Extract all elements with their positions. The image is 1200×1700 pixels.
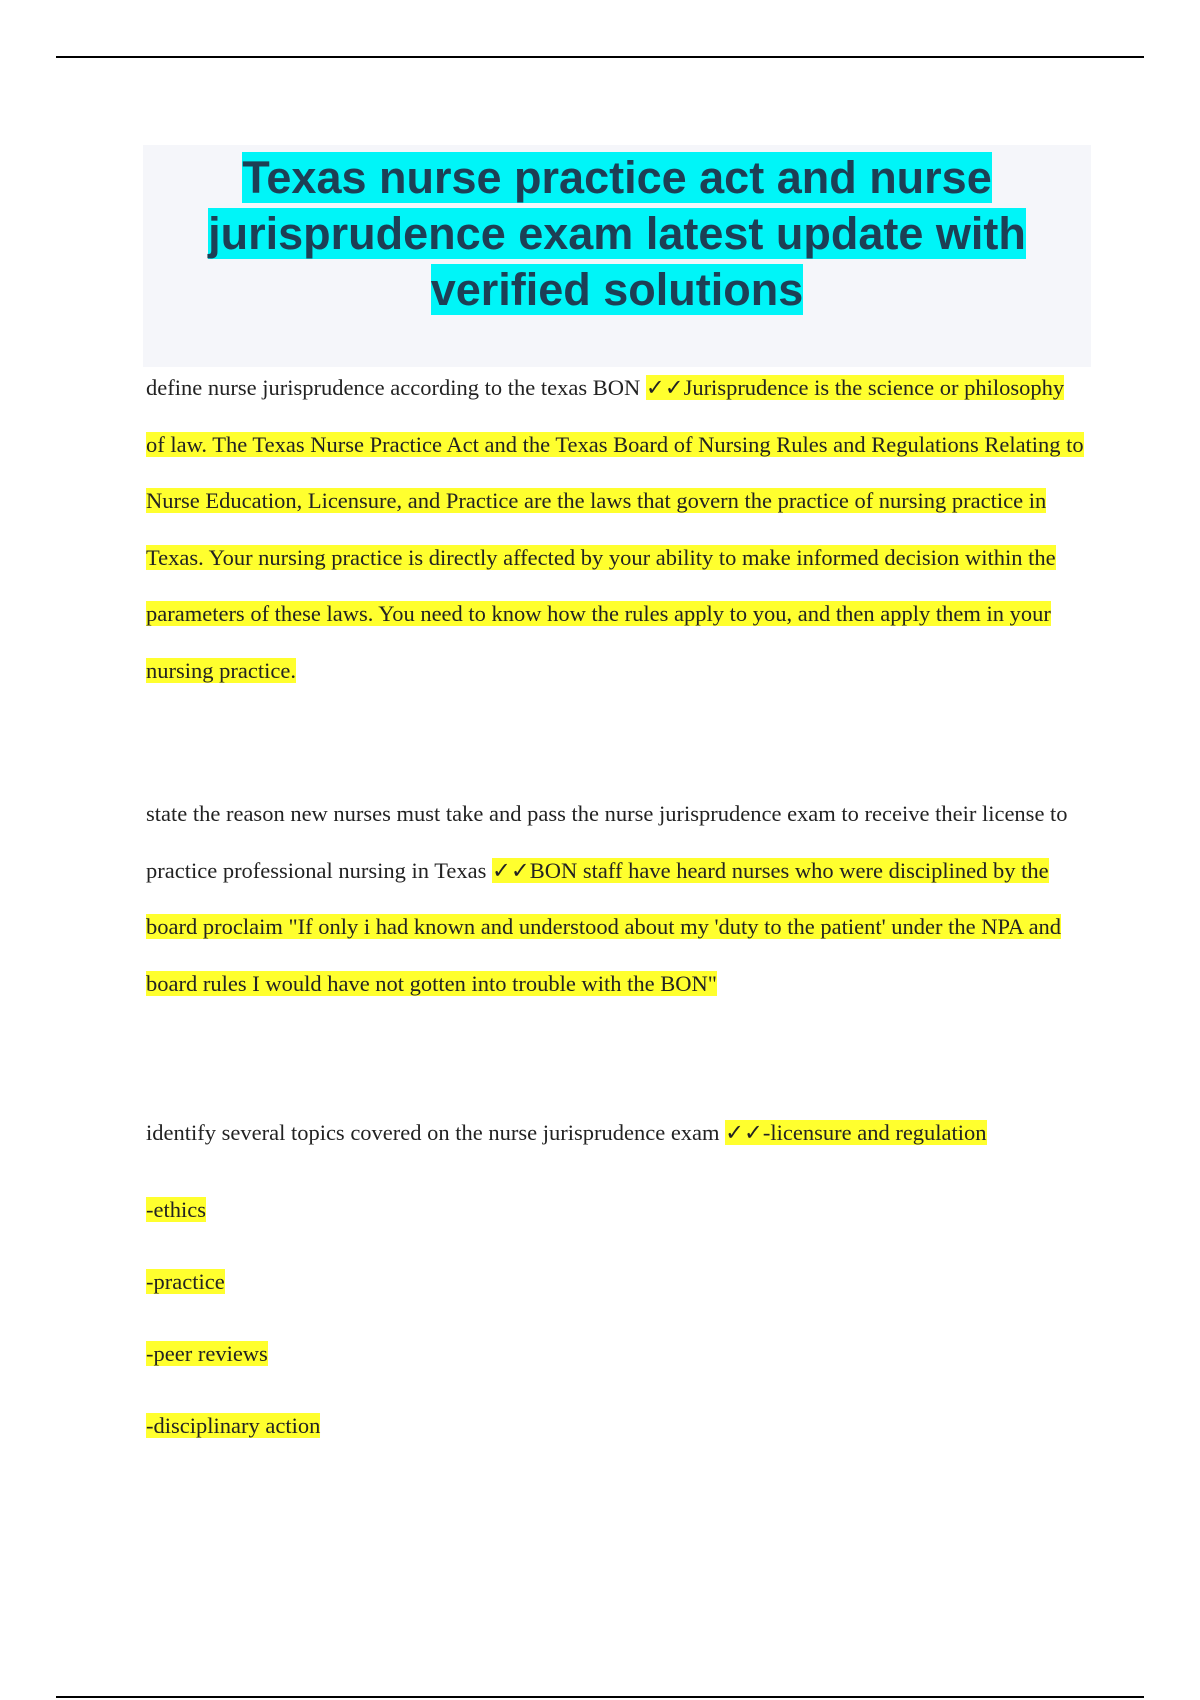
question-text: state the reason new nurses must take and pass the nurse jurisprudence exam to receive their license to practice professional nursing in Texas bbox=[146, 801, 1068, 883]
answer-text: Jurisprudence is the science or philosophy of law. The Texas Nurse Practice Act and the Texas Board of Nursing Rules and Regulations Relating to Nurse Education, Licensure, and Practice are the laws that govern the practice of nursing practice in Texas. Your nursing practice is directly affected by your ability to make informed decision within the parameters of these laws. You need to know how the rules apply to you, and then apply them in your nursing practice. bbox=[146, 375, 1084, 683]
qa-paragraph bbox=[146, 786, 1086, 1012]
document-title bbox=[143, 145, 1091, 318]
qa-item-1 bbox=[146, 360, 1086, 699]
list-item bbox=[146, 1258, 1086, 1305]
answer-text: BON staff have heard nurses who were disciplined by the board proclaim "If only i had known and understood about my 'duty to the patient' under the NPA and board rules I would have not gotten into trouble with the BON" bbox=[146, 857, 1062, 996]
topic-text: -peer reviews bbox=[146, 1340, 268, 1366]
topic-list bbox=[146, 1186, 1086, 1449]
document-body bbox=[146, 360, 1086, 1449]
top-divider bbox=[56, 56, 1144, 58]
qa-item-3 bbox=[146, 1105, 1086, 1449]
qa-paragraph bbox=[146, 1105, 1086, 1162]
title-block bbox=[143, 145, 1091, 367]
topic-text: -ethics bbox=[146, 1196, 206, 1222]
list-item bbox=[146, 1186, 1086, 1233]
question-text: define nurse jurisprudence according to the texas BON bbox=[146, 375, 641, 400]
question-text: identify several topics covered on the nurse jurisprudence exam bbox=[146, 1120, 720, 1145]
answer-text: -licensure and regulation bbox=[762, 1120, 987, 1145]
qa-item-2 bbox=[146, 786, 1086, 1012]
topic-text: -disciplinary action bbox=[146, 1412, 321, 1438]
bottom-divider bbox=[56, 1696, 1144, 1698]
check-mark-icon: ✓✓ bbox=[725, 1120, 763, 1145]
list-item bbox=[146, 1330, 1086, 1377]
check-mark-icon: ✓✓ bbox=[645, 375, 684, 400]
title-text: Texas nurse practice act and nurse jurisprudence exam latest update with verified solutions bbox=[208, 152, 1026, 315]
qa-paragraph bbox=[146, 360, 1086, 699]
topic-text: -practice bbox=[146, 1268, 225, 1294]
check-mark-icon: ✓✓ bbox=[492, 857, 530, 883]
list-item bbox=[146, 1402, 1086, 1449]
